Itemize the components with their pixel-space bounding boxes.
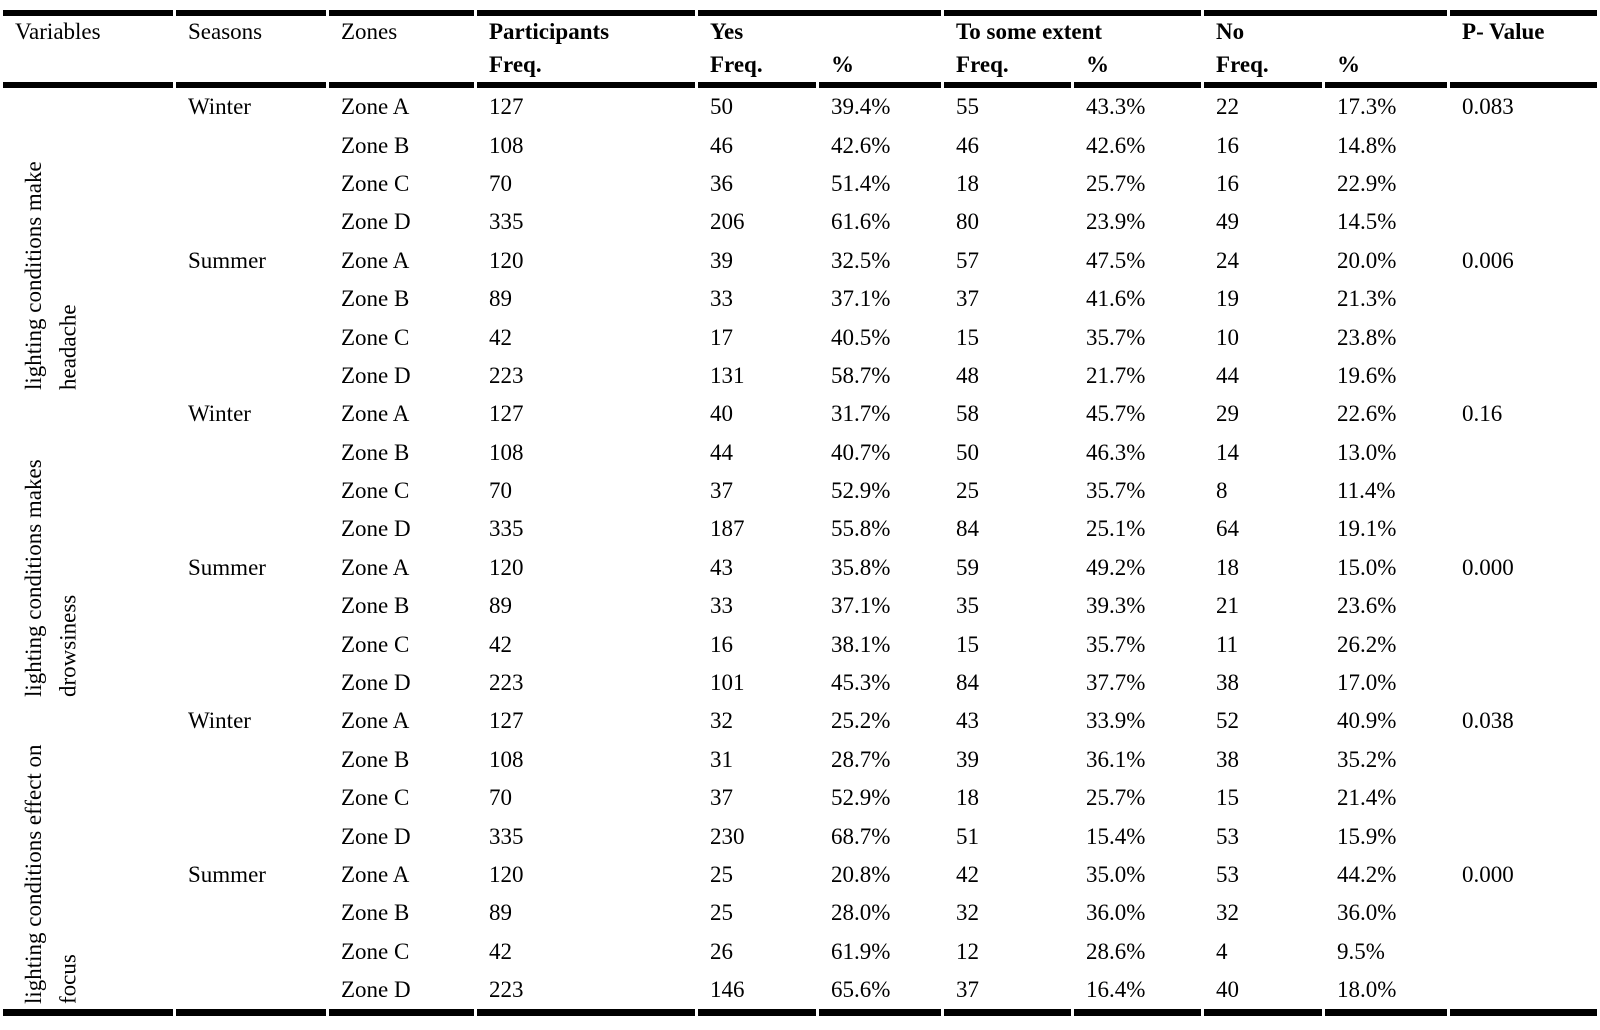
- results-table: [0, 10, 1600, 1016]
- no-freq-cell: 29: [1216, 401, 1240, 427]
- header-seasons: Seasons: [176, 10, 326, 88]
- participants-freq-cell: 108: [489, 132, 524, 158]
- subheader-yes-freq: Freq.: [698, 49, 816, 88]
- yes-freq-cell: 17: [710, 324, 733, 350]
- zone-cell: Zone C: [341, 631, 410, 657]
- table-row: [3, 856, 1597, 894]
- tse-pct-cell: 45.7%: [1086, 401, 1146, 427]
- subheader-no-freq: Freq.: [1204, 49, 1322, 88]
- yes-pct-cell: 31.7%: [831, 401, 891, 427]
- tse-pct-cell: 23.9%: [1086, 209, 1146, 235]
- header-no: No: [1204, 10, 1447, 49]
- tse-pct-cell: 25.7%: [1086, 785, 1146, 811]
- season-cell: Summer: [188, 554, 266, 580]
- yes-freq-cell: 187: [710, 516, 745, 542]
- tse-freq-cell: 43: [956, 708, 980, 734]
- no-pct-cell: 18.0%: [1325, 971, 1447, 1016]
- no-pct-cell: 23.8%: [1337, 324, 1397, 350]
- yes-pct-cell: 32.5%: [831, 247, 891, 273]
- zone-cell: Zone C: [341, 478, 410, 504]
- tse-pct-cell: 25.1%: [1086, 516, 1146, 542]
- season-cell: Summer: [176, 856, 326, 1017]
- tse-freq-cell: 32: [956, 900, 980, 926]
- no-freq-cell: 15: [1216, 785, 1240, 811]
- tse-freq-cell: 18: [956, 785, 980, 811]
- no-pct-cell: 9.5%: [1337, 938, 1385, 964]
- zone-cell: Zone D: [341, 516, 411, 542]
- tse-freq-cell: 48: [956, 362, 980, 388]
- no-freq-cell: 19: [1216, 286, 1240, 312]
- no-freq-cell: 16: [1216, 132, 1240, 158]
- participants-freq-cell: 120: [489, 247, 524, 273]
- zone-cell: Zone A: [341, 401, 410, 427]
- tse-freq-cell: 57: [956, 247, 980, 273]
- header-p-value: P- Value: [1450, 10, 1597, 88]
- no-pct-cell: 17.3%: [1337, 94, 1397, 120]
- tse-pct-cell: 42.6%: [1086, 132, 1146, 158]
- tse-freq-cell: 37: [944, 971, 1071, 1016]
- variable-label-line: focus: [55, 954, 81, 1005]
- participants-freq-cell: 127: [489, 708, 524, 734]
- no-freq-cell: 11: [1216, 631, 1239, 657]
- tse-freq-cell: 42: [956, 862, 980, 887]
- season-cell: Summer: [188, 247, 266, 273]
- no-freq-cell: 10: [1216, 324, 1240, 350]
- tse-pct-cell: 36.0%: [1086, 900, 1146, 926]
- tse-freq-cell: 15: [956, 631, 980, 657]
- no-pct-cell: 35.2%: [1337, 746, 1397, 772]
- no-freq-cell: 8: [1216, 478, 1228, 504]
- subheader-participants-freq: Freq.: [477, 49, 695, 88]
- season-cell: Winter: [188, 401, 251, 427]
- zone-cell: Zone A: [341, 708, 410, 734]
- no-pct-cell: 22.9%: [1337, 170, 1397, 196]
- no-pct-cell: 36.0%: [1337, 900, 1397, 926]
- participants-freq-cell: 127: [489, 401, 524, 427]
- no-pct-cell: 22.6%: [1337, 401, 1397, 427]
- no-pct-cell: 21.3%: [1337, 286, 1397, 312]
- tse-pct-cell: 33.9%: [1086, 708, 1146, 734]
- tse-freq-cell: 58: [956, 401, 980, 427]
- p-value-cell: 0.083: [1462, 94, 1514, 119]
- yes-freq-cell: 230: [710, 823, 745, 849]
- zone-cell: Zone D: [341, 670, 411, 696]
- no-pct-cell: 23.6%: [1337, 593, 1397, 619]
- tse-pct-cell: 25.7%: [1086, 170, 1146, 196]
- variable-label-rotated: [17, 92, 86, 390]
- yes-pct-cell: 68.7%: [831, 823, 891, 849]
- zone-cell: Zone B: [341, 900, 410, 926]
- participants-freq-cell: 42: [489, 938, 512, 964]
- no-freq-cell: 24: [1216, 247, 1240, 273]
- participants-freq-cell: 120: [489, 554, 524, 580]
- tse-pct-cell: 46.3%: [1086, 439, 1146, 465]
- no-pct-cell: 20.0%: [1337, 247, 1397, 273]
- zone-cell: Zone A: [341, 247, 410, 273]
- zone-cell: Zone C: [341, 785, 410, 811]
- zone-cell: Zone D: [341, 362, 411, 388]
- no-pct-cell: 26.2%: [1337, 631, 1397, 657]
- no-pct-cell: 15.0%: [1337, 554, 1397, 580]
- participants-freq-cell: 335: [489, 823, 524, 849]
- no-freq-cell: 53: [1216, 823, 1240, 849]
- header-row-1: [3, 10, 1597, 49]
- tse-freq-cell: 46: [956, 132, 980, 158]
- tse-pct-cell: 41.6%: [1086, 286, 1146, 312]
- yes-freq-cell: 46: [710, 132, 733, 158]
- yes-freq-cell: 50: [710, 94, 733, 120]
- participants-freq-cell: 70: [489, 785, 512, 811]
- yes-pct-cell: 37.1%: [831, 286, 891, 312]
- table-row: [3, 242, 1597, 280]
- participants-freq-cell: 223: [489, 362, 524, 388]
- yes-pct-cell: 40.7%: [831, 439, 891, 465]
- participants-freq-cell: 108: [489, 746, 524, 772]
- variable-label-line: lighting conditions makes: [21, 459, 46, 698]
- yes-pct-cell: 42.6%: [831, 132, 891, 158]
- no-freq-cell: 52: [1216, 708, 1240, 734]
- tse-pct-cell: 35.0%: [1086, 862, 1146, 887]
- yes-pct-cell: 61.9%: [831, 938, 891, 964]
- subheader-tse-freq: Freq.: [944, 49, 1071, 88]
- table-row: [3, 702, 1597, 740]
- yes-freq-cell: 39: [710, 247, 733, 273]
- yes-freq-cell: 101: [710, 670, 745, 696]
- tse-pct-cell: 16.4%: [1074, 971, 1201, 1016]
- variable-cell: [3, 395, 173, 702]
- yes-freq-cell: 37: [710, 478, 733, 504]
- tse-freq-cell: 51: [956, 823, 980, 849]
- tse-pct-cell: 47.5%: [1086, 247, 1146, 273]
- yes-pct-cell: 58.7%: [831, 362, 891, 388]
- p-value-cell: 0.038: [1462, 708, 1514, 734]
- yes-freq-cell: 44: [710, 439, 733, 465]
- yes-pct-cell: 38.1%: [831, 631, 891, 657]
- participants-freq-cell: 89: [489, 593, 512, 619]
- tse-pct-cell: 36.1%: [1086, 746, 1146, 772]
- participants-freq-cell: 335: [489, 516, 524, 542]
- no-freq-cell: 21: [1216, 593, 1240, 619]
- tse-freq-cell: 84: [956, 516, 980, 542]
- yes-freq-cell: 43: [710, 554, 733, 580]
- tse-pct-cell: 28.6%: [1086, 938, 1146, 964]
- yes-freq-cell: 146: [698, 971, 816, 1016]
- yes-freq-cell: 206: [710, 209, 745, 235]
- no-pct-cell: 19.6%: [1337, 362, 1397, 388]
- yes-pct-cell: 40.5%: [831, 324, 891, 350]
- participants-freq-cell: 42: [489, 631, 512, 657]
- participants-freq-cell: 127: [489, 94, 524, 120]
- tse-freq-cell: 84: [956, 670, 980, 696]
- yes-freq-cell: 37: [710, 785, 733, 811]
- subheader-no-pct: %: [1325, 49, 1447, 88]
- header-participants: Participants: [477, 10, 695, 49]
- zone-cell: Zone A: [341, 862, 410, 887]
- no-pct-cell: 14.8%: [1337, 132, 1397, 158]
- zone-cell: Zone C: [341, 938, 410, 964]
- no-freq-cell: 44: [1216, 362, 1240, 388]
- yes-pct-cell: 51.4%: [831, 170, 891, 196]
- zone-cell: Zone B: [341, 593, 410, 619]
- zone-cell: Zone D: [341, 209, 411, 235]
- no-freq-cell: 40: [1204, 971, 1322, 1016]
- tse-pct-cell: 15.4%: [1086, 823, 1146, 849]
- p-value-cell: 0.16: [1462, 401, 1503, 427]
- tse-freq-cell: 12: [956, 938, 980, 964]
- tse-pct-cell: 43.3%: [1086, 94, 1146, 120]
- season-cell: Winter: [188, 94, 251, 119]
- yes-pct-cell: 55.8%: [831, 516, 891, 542]
- tse-freq-cell: 15: [956, 324, 980, 350]
- participants-freq-cell: 223: [477, 971, 695, 1016]
- variable-label-rotated: [17, 399, 86, 697]
- yes-pct-cell: 28.0%: [831, 900, 891, 926]
- yes-pct-cell: 37.1%: [831, 593, 891, 619]
- zone-cell: Zone D: [341, 823, 411, 849]
- header-variables: Variables: [3, 10, 173, 88]
- p-value-cell: 0.006: [1462, 247, 1514, 273]
- tse-pct-cell: 39.3%: [1086, 593, 1146, 619]
- zone-cell: Zone B: [341, 439, 410, 465]
- tse-pct-cell: 35.7%: [1086, 478, 1146, 504]
- yes-pct-cell: 52.9%: [831, 478, 891, 504]
- zone-cell: Zone A: [341, 94, 410, 120]
- variable-cell: [3, 702, 173, 1016]
- subheader-yes-pct: %: [819, 49, 941, 88]
- yes-freq-cell: 40: [710, 401, 733, 427]
- yes-freq-cell: 131: [710, 362, 745, 388]
- no-pct-cell: 17.0%: [1337, 670, 1397, 696]
- no-pct-cell: 21.4%: [1337, 785, 1397, 811]
- season-cell: Winter: [188, 708, 251, 734]
- no-freq-cell: 18: [1216, 554, 1240, 580]
- tse-freq-cell: 39: [956, 746, 980, 772]
- no-freq-cell: 32: [1216, 900, 1240, 926]
- participants-freq-cell: 108: [489, 439, 524, 465]
- no-pct-cell: 19.1%: [1337, 516, 1397, 542]
- p-value-cell: 0.000: [1450, 856, 1597, 1017]
- no-freq-cell: 64: [1216, 516, 1240, 542]
- yes-pct-cell: 39.4%: [831, 94, 891, 120]
- yes-pct-cell: 35.8%: [831, 554, 891, 580]
- header-yes: Yes: [698, 10, 941, 49]
- participants-freq-cell: 70: [489, 170, 512, 196]
- yes-freq-cell: 25: [710, 862, 733, 887]
- subheader-tse-pct: %: [1074, 49, 1201, 88]
- zone-cell: Zone C: [341, 324, 410, 350]
- no-freq-cell: 14: [1216, 439, 1240, 465]
- tse-pct-cell: 21.7%: [1086, 362, 1146, 388]
- yes-pct-cell: 52.9%: [831, 785, 891, 811]
- no-freq-cell: 22: [1216, 94, 1240, 120]
- tse-pct-cell: 35.7%: [1086, 324, 1146, 350]
- variable-label-rotated: [17, 706, 86, 1004]
- yes-freq-cell: 31: [710, 746, 733, 772]
- no-pct-cell: 40.9%: [1337, 708, 1397, 734]
- yes-freq-cell: 26: [710, 938, 733, 964]
- tse-freq-cell: 25: [956, 478, 980, 504]
- tse-pct-cell: 37.7%: [1086, 670, 1146, 696]
- no-freq-cell: 16: [1216, 170, 1240, 196]
- yes-pct-cell: 28.7%: [831, 746, 891, 772]
- variable-label-line: drowsiness: [55, 594, 81, 698]
- participants-freq-cell: 42: [489, 324, 512, 350]
- participants-freq-cell: 89: [489, 900, 512, 926]
- tse-freq-cell: 59: [956, 554, 980, 580]
- variable-label-line: lighting conditions effect on: [21, 744, 46, 1005]
- tse-freq-cell: 50: [956, 439, 980, 465]
- yes-pct-cell: 20.8%: [831, 862, 891, 887]
- table-row: [3, 395, 1597, 433]
- no-freq-cell: 38: [1216, 670, 1240, 696]
- yes-pct-cell: 45.3%: [831, 670, 891, 696]
- variable-label-line: headache: [55, 304, 81, 390]
- zone-cell: Zone C: [341, 170, 410, 196]
- tse-freq-cell: 37: [956, 286, 980, 312]
- p-value-cell: 0.000: [1462, 554, 1514, 580]
- participants-freq-cell: 335: [489, 209, 524, 235]
- yes-pct-cell: 65.6%: [819, 971, 941, 1016]
- no-freq-cell: 4: [1216, 938, 1228, 964]
- yes-freq-cell: 16: [710, 631, 733, 657]
- table-header: [3, 10, 1597, 88]
- no-pct-cell: 15.9%: [1337, 823, 1397, 849]
- zone-cell: Zone B: [341, 746, 410, 772]
- table-row: [3, 88, 1597, 126]
- tse-freq-cell: 80: [956, 209, 980, 235]
- yes-freq-cell: 36: [710, 170, 733, 196]
- yes-freq-cell: 32: [710, 708, 733, 734]
- yes-pct-cell: 61.6%: [831, 209, 891, 235]
- no-pct-cell: 11.4%: [1337, 478, 1396, 504]
- no-pct-cell: 13.0%: [1337, 439, 1397, 465]
- tse-pct-cell: 49.2%: [1086, 554, 1146, 580]
- participants-freq-cell: 223: [489, 670, 524, 696]
- zone-cell: Zone A: [341, 554, 410, 580]
- no-freq-cell: 53: [1216, 862, 1240, 887]
- no-freq-cell: 49: [1216, 209, 1240, 235]
- zone-cell: Zone D: [329, 971, 474, 1016]
- participants-freq-cell: 70: [489, 478, 512, 504]
- no-pct-cell: 14.5%: [1337, 209, 1397, 235]
- tse-freq-cell: 35: [956, 593, 980, 619]
- zone-cell: Zone B: [341, 132, 410, 158]
- header-to-some-extent: To some extent: [944, 10, 1201, 49]
- tse-freq-cell: 55: [956, 94, 980, 120]
- variable-label-line: lighting conditions make: [21, 161, 46, 390]
- tse-pct-cell: 35.7%: [1086, 631, 1146, 657]
- no-freq-cell: 38: [1216, 746, 1240, 772]
- yes-pct-cell: 25.2%: [831, 708, 891, 734]
- tse-freq-cell: 18: [956, 170, 980, 196]
- table-row: [3, 549, 1597, 587]
- participants-freq-cell: 89: [489, 286, 512, 312]
- yes-freq-cell: 33: [710, 593, 733, 619]
- header-zones: Zones: [329, 10, 474, 88]
- participants-freq-cell: 120: [489, 862, 524, 887]
- yes-freq-cell: 33: [710, 286, 733, 312]
- no-pct-cell: 44.2%: [1337, 862, 1397, 887]
- variable-cell: [3, 88, 173, 395]
- zone-cell: Zone B: [341, 286, 410, 312]
- yes-freq-cell: 25: [710, 900, 733, 926]
- table-body: [3, 88, 1597, 1016]
